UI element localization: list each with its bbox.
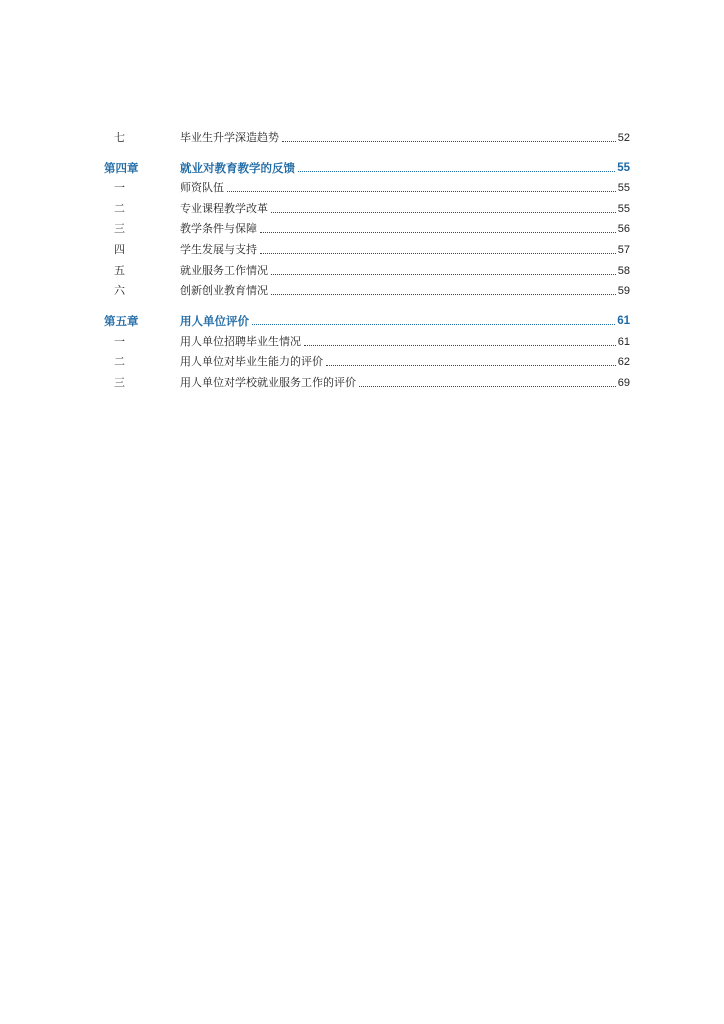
toc-chapter-number: 第四章	[104, 160, 139, 175]
toc-leader-dots	[227, 190, 616, 192]
toc-leader-dots	[359, 385, 616, 387]
toc-entry[interactable]	[104, 369, 630, 390]
toc-entry[interactable]	[104, 328, 630, 349]
toc-leader-dots	[260, 231, 616, 233]
toc-entry[interactable]	[104, 216, 630, 237]
toc-entry-number: 六	[114, 284, 125, 298]
toc-entry-page: 62	[617, 356, 630, 369]
toc-chapter-entry[interactable]	[104, 302, 630, 328]
toc-chapter-entry[interactable]	[104, 149, 630, 175]
toc-entry-number: 四	[114, 242, 125, 256]
toc-entry-number: 七	[114, 130, 125, 144]
toc-entry-page: 61	[617, 335, 630, 348]
toc-chapter-title: 就业对教育教学的反馈	[180, 160, 295, 175]
toc-chapter-page: 55	[617, 161, 630, 174]
toc-entry-number: 三	[114, 375, 125, 389]
toc-entry[interactable]	[104, 349, 630, 370]
toc-entry-page: 58	[617, 264, 630, 277]
toc-entry[interactable]	[104, 236, 630, 257]
toc-entry-title: 用人单位招聘毕业生情况	[180, 334, 301, 348]
toc-entry-page: 57	[617, 243, 630, 256]
toc-entry-title: 就业服务工作情况	[180, 263, 268, 277]
table-of-contents	[104, 124, 630, 390]
toc-entry-page: 52	[617, 131, 630, 144]
toc-entry[interactable]	[104, 195, 630, 216]
toc-entry-number: 二	[114, 355, 125, 369]
toc-leader-dots	[252, 323, 615, 325]
toc-entry-number: 二	[114, 201, 125, 215]
toc-entry-number: 三	[114, 222, 125, 236]
toc-entry-title: 教学条件与保障	[180, 222, 257, 236]
toc-entry-number: 一	[114, 334, 125, 348]
toc-leader-dots	[271, 293, 616, 295]
toc-entry-title: 用人单位对学校就业服务工作的评价	[180, 375, 356, 389]
toc-leader-dots	[271, 273, 616, 275]
toc-entry-title: 师资队伍	[180, 181, 224, 195]
toc-entry-number: 一	[114, 181, 125, 195]
toc-entry[interactable]	[104, 175, 630, 196]
toc-entry-page: 56	[617, 223, 630, 236]
toc-entry-page: 69	[617, 376, 630, 389]
toc-entry-page: 55	[617, 182, 630, 195]
toc-leader-dots	[282, 140, 616, 142]
toc-chapter-title: 用人单位评价	[180, 314, 249, 329]
toc-entry-title: 专业课程教学改革	[180, 201, 268, 215]
toc-leader-dots	[326, 364, 616, 366]
toc-entry-title: 毕业生升学深造趋势	[180, 130, 279, 144]
toc-entry[interactable]	[104, 278, 630, 299]
toc-entry-page: 55	[617, 202, 630, 215]
toc-entry-title: 用人单位对毕业生能力的评价	[180, 355, 323, 369]
toc-entry-title: 学生发展与支持	[180, 242, 257, 256]
toc-entry[interactable]	[104, 257, 630, 278]
toc-entry-page: 59	[617, 285, 630, 298]
toc-entry[interactable]	[104, 124, 630, 145]
toc-entry-title: 创新创业教育情况	[180, 284, 268, 298]
toc-entry-number: 五	[114, 263, 125, 277]
toc-leader-dots	[298, 170, 615, 172]
toc-chapter-number: 第五章	[104, 314, 139, 329]
toc-leader-dots	[271, 211, 616, 213]
toc-leader-dots	[260, 252, 616, 254]
toc-leader-dots	[304, 344, 616, 346]
toc-chapter-page: 61	[617, 315, 630, 328]
